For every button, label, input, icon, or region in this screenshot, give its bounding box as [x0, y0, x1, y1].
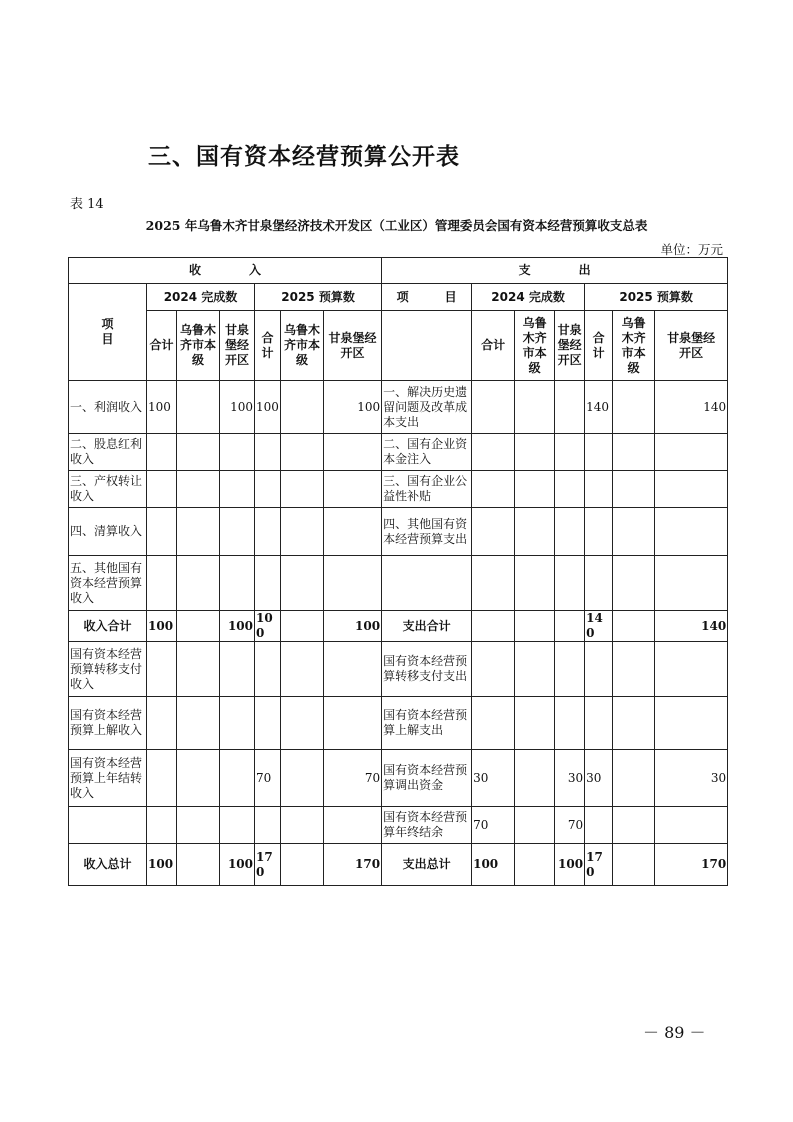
expense-item-cell: 国有资本经营预算上解支出	[382, 697, 472, 750]
blank-cell	[382, 311, 472, 381]
expense-value-cell	[655, 471, 728, 508]
col-total: 合 计	[255, 311, 281, 381]
expense-value-cell	[613, 642, 655, 697]
col-city: 乌鲁木 齐市本 级	[177, 311, 220, 381]
expense-value-cell	[555, 434, 585, 471]
income-value-cell	[220, 642, 255, 697]
income-item-cell: 四、清算收入	[69, 508, 147, 556]
col-zone: 甘泉 堡经 开区	[555, 311, 585, 381]
income-value-cell	[324, 508, 382, 556]
table-row	[69, 642, 728, 697]
expense-value-cell	[515, 611, 555, 642]
col-city: 乌鲁 木齐 市本 级	[613, 311, 655, 381]
income-value-cell	[220, 697, 255, 750]
expense-value-cell	[472, 471, 515, 508]
expense-value-cell	[472, 556, 515, 611]
table-row	[69, 750, 728, 807]
expense-value-cell	[613, 471, 655, 508]
expense-value-cell	[555, 471, 585, 508]
unit-label: 单位：万元	[660, 242, 723, 257]
income-value-cell	[147, 750, 177, 807]
expense-value-cell	[472, 642, 515, 697]
income-item-cell: 国有资本经营预算上年结转收入	[69, 750, 147, 807]
expense-value-cell	[655, 697, 728, 750]
table-row	[69, 508, 728, 556]
expense-item-cell: 四、其他国有资本经营预算支出	[382, 508, 472, 556]
income-value-cell	[255, 471, 281, 508]
income-value-cell	[177, 434, 220, 471]
page-number: － 89 －	[643, 1023, 706, 1042]
table-row	[69, 611, 728, 642]
expense-item-cell: 国有资本经营预算年终结余	[382, 807, 472, 844]
expense-2025-header: 2025 预算数	[585, 284, 728, 311]
expense-value-cell	[613, 556, 655, 611]
income-value-cell	[147, 471, 177, 508]
expense-value-cell	[472, 508, 515, 556]
income-value-cell	[281, 844, 324, 886]
income-value-cell	[281, 807, 324, 844]
section-heading: 三、国有资本经营预算公开表	[148, 144, 460, 170]
income-value-cell	[177, 697, 220, 750]
expense-value-cell	[655, 642, 728, 697]
income-value-cell	[177, 471, 220, 508]
table-number: 表 14	[70, 197, 104, 212]
income-value-cell	[177, 642, 220, 697]
expense-value-cell	[515, 697, 555, 750]
income-value-cell	[281, 611, 324, 642]
income-header: 收 入	[69, 258, 382, 284]
expense-value-cell	[472, 434, 515, 471]
income-value-cell: 100	[255, 611, 281, 642]
income-value-cell	[177, 556, 220, 611]
expense-item-cell: 国有资本经营预算转移支付支出	[382, 642, 472, 697]
expense-value-cell	[613, 508, 655, 556]
expense-value-cell	[555, 642, 585, 697]
expense-value-cell	[555, 697, 585, 750]
expense-value-cell: 100	[555, 844, 585, 886]
budget-table	[68, 257, 728, 886]
income-value-cell	[177, 844, 220, 886]
expense-header: 支 出	[382, 258, 728, 284]
table-row	[69, 381, 728, 434]
expense-value-cell	[613, 697, 655, 750]
income-value-cell	[324, 471, 382, 508]
expense-value-cell	[585, 508, 613, 556]
income-value-cell	[255, 807, 281, 844]
expense-value-cell	[515, 471, 555, 508]
expense-value-cell: 70	[555, 807, 585, 844]
expense-value-cell	[613, 750, 655, 807]
income-value-cell	[220, 807, 255, 844]
income-value-cell: 100	[324, 381, 382, 434]
expense-value-cell	[613, 807, 655, 844]
income-item-cell: 收入合计	[69, 611, 147, 642]
table-row	[69, 434, 728, 471]
expense-value-cell: 140	[655, 611, 728, 642]
expense-value-cell	[472, 697, 515, 750]
income-value-cell	[147, 434, 177, 471]
expense-item-cell: 一、解决历史遗留问题及改革成本支出	[382, 381, 472, 434]
income-item-cell: 国有资本经营预算上解收入	[69, 697, 147, 750]
expense-item-cell: 支出总计	[382, 844, 472, 886]
expense-value-cell: 30	[655, 750, 728, 807]
income-value-cell	[147, 642, 177, 697]
expense-value-cell	[585, 434, 613, 471]
expense-item-cell: 支出合计	[382, 611, 472, 642]
expense-value-cell: 140	[585, 611, 613, 642]
income-value-cell: 170	[255, 844, 281, 886]
income-value-cell	[255, 508, 281, 556]
table-row	[69, 697, 728, 750]
income-value-cell	[147, 556, 177, 611]
table-row	[69, 556, 728, 611]
income-value-cell	[281, 642, 324, 697]
expense-value-cell: 30	[555, 750, 585, 807]
income-value-cell	[177, 508, 220, 556]
income-value-cell	[255, 642, 281, 697]
expense-value-cell	[655, 434, 728, 471]
income-value-cell: 100	[220, 381, 255, 434]
table-caption: 2025 年乌鲁木齐甘泉堡经济技术开发区（工业区）管理委员会国有资本经营预算收支总表	[145, 218, 648, 233]
income-value-cell	[255, 556, 281, 611]
expense-value-cell: 170	[655, 844, 728, 886]
expense-item-cell: 三、国有企业公益性补贴	[382, 471, 472, 508]
income-value-cell	[220, 508, 255, 556]
income-item-cell	[69, 807, 147, 844]
income-value-cell	[281, 381, 324, 434]
income-value-cell	[177, 807, 220, 844]
income-item-cell: 收入总计	[69, 844, 147, 886]
expense-value-cell: 70	[472, 807, 515, 844]
expense-value-cell	[515, 508, 555, 556]
expense-value-cell: 140	[655, 381, 728, 434]
income-value-cell: 100	[220, 611, 255, 642]
col-total: 合计	[147, 311, 177, 381]
expense-value-cell	[515, 807, 555, 844]
expense-value-cell	[515, 434, 555, 471]
expense-2024-header: 2024 完成数	[472, 284, 585, 311]
income-value-cell	[281, 471, 324, 508]
income-2024-header: 2024 完成数	[147, 284, 255, 311]
expense-value-cell	[585, 807, 613, 844]
expense-value-cell	[613, 434, 655, 471]
income-value-cell	[177, 611, 220, 642]
income-value-cell	[324, 556, 382, 611]
table-row	[69, 471, 728, 508]
income-item-cell: 五、其他国有资本经营预算收入	[69, 556, 147, 611]
income-2025-header: 2025 预算数	[255, 284, 382, 311]
income-value-cell	[147, 697, 177, 750]
expense-item-cell	[382, 556, 472, 611]
income-item-cell: 三、产权转让收入	[69, 471, 147, 508]
expense-value-cell	[555, 611, 585, 642]
expense-value-cell	[472, 611, 515, 642]
income-value-cell	[220, 434, 255, 471]
income-value-cell	[281, 556, 324, 611]
income-value-cell: 100	[255, 381, 281, 434]
income-value-cell: 100	[147, 844, 177, 886]
table-row	[69, 844, 728, 886]
expense-value-cell	[655, 556, 728, 611]
income-value-cell: 100	[220, 844, 255, 886]
income-value-cell	[220, 750, 255, 807]
expense-item-cell: 国有资本经营预算调出资金	[382, 750, 472, 807]
income-value-cell: 100	[147, 381, 177, 434]
income-value-cell	[281, 697, 324, 750]
expense-value-cell	[585, 556, 613, 611]
income-value-cell	[147, 807, 177, 844]
col-total: 合计	[472, 311, 515, 381]
expense-value-cell	[515, 642, 555, 697]
income-value-cell	[324, 434, 382, 471]
item-header: 项 目	[69, 284, 147, 381]
expense-value-cell	[585, 697, 613, 750]
expense-value-cell	[555, 508, 585, 556]
expense-value-cell: 100	[472, 844, 515, 886]
expense-value-cell	[585, 642, 613, 697]
income-value-cell	[324, 807, 382, 844]
income-value-cell	[177, 750, 220, 807]
expense-value-cell	[515, 556, 555, 611]
income-value-cell: 170	[324, 844, 382, 886]
expense-value-cell: 30	[585, 750, 613, 807]
expense-value-cell: 170	[585, 844, 613, 886]
expense-item-cell: 二、国有企业资本金注入	[382, 434, 472, 471]
expense-value-cell	[613, 381, 655, 434]
income-value-cell	[147, 508, 177, 556]
income-value-cell	[324, 697, 382, 750]
income-value-cell	[281, 434, 324, 471]
expense-value-cell	[585, 471, 613, 508]
table-row	[69, 807, 728, 844]
expense-value-cell	[515, 381, 555, 434]
expense-value-cell	[515, 844, 555, 886]
income-value-cell	[177, 381, 220, 434]
expense-value-cell	[555, 381, 585, 434]
expense-value-cell	[613, 611, 655, 642]
expense-value-cell	[655, 508, 728, 556]
col-zone: 甘泉 堡经 开区	[220, 311, 255, 381]
income-value-cell	[220, 556, 255, 611]
expense-value-cell	[655, 807, 728, 844]
income-value-cell	[255, 697, 281, 750]
income-value-cell: 70	[324, 750, 382, 807]
col-city: 乌鲁 木齐 市本 级	[515, 311, 555, 381]
expense-value-cell: 140	[585, 381, 613, 434]
col-total: 合 计	[585, 311, 613, 381]
income-value-cell: 70	[255, 750, 281, 807]
income-value-cell	[281, 508, 324, 556]
income-item-cell: 一、利润收入	[69, 381, 147, 434]
expense-value-cell	[613, 844, 655, 886]
income-value-cell	[255, 434, 281, 471]
col-city: 乌鲁木 齐市本 级	[281, 311, 324, 381]
expense-value-cell	[555, 556, 585, 611]
expense-value-cell: 30	[472, 750, 515, 807]
col-zone: 甘泉堡经 开区	[655, 311, 728, 381]
income-value-cell	[324, 642, 382, 697]
income-value-cell	[220, 471, 255, 508]
income-value-cell: 100	[147, 611, 177, 642]
income-value-cell: 100	[324, 611, 382, 642]
income-value-cell	[281, 750, 324, 807]
expense-value-cell	[472, 381, 515, 434]
col-zone: 甘泉堡经 开区	[324, 311, 382, 381]
income-item-cell: 国有资本经营预算转移支付收入	[69, 642, 147, 697]
expense-item-header: 项 目	[382, 284, 472, 311]
income-item-cell: 二、股息红利收入	[69, 434, 147, 471]
expense-value-cell	[515, 750, 555, 807]
